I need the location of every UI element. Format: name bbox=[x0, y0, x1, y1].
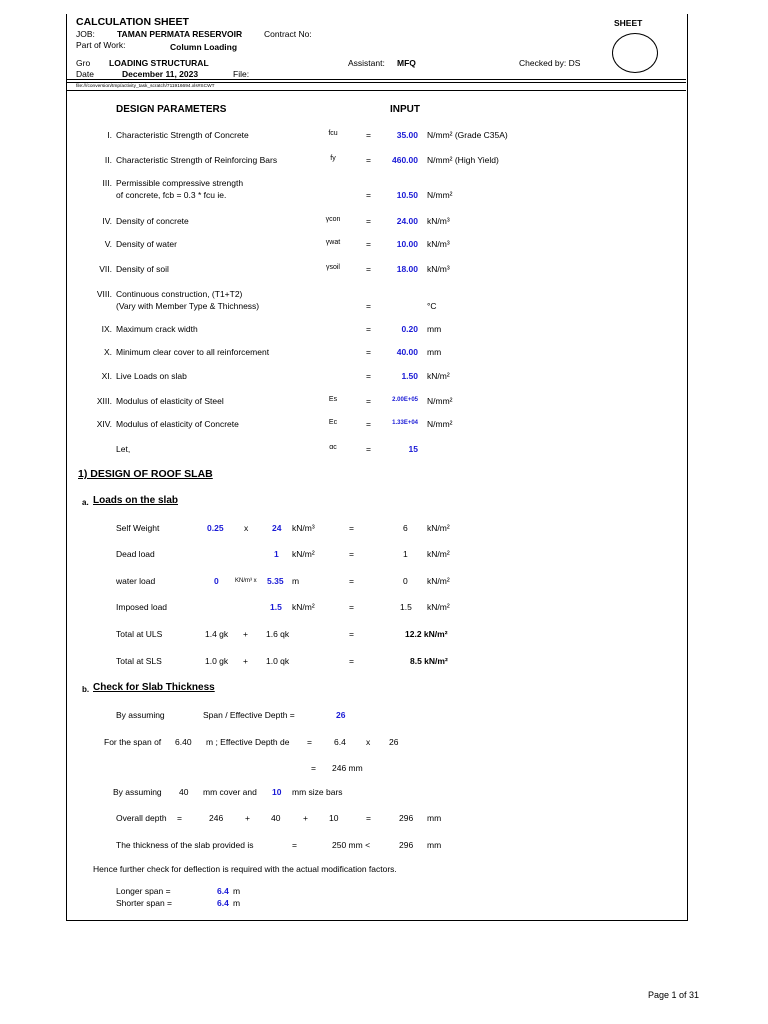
file-path: file:///conversion/tmp/activity_task_scratch/711916694.xls#SCWT bbox=[76, 84, 215, 89]
overall-depth-unit: mm bbox=[427, 813, 442, 823]
sls-live-factor: 1.0 qk bbox=[266, 656, 290, 666]
provided-thickness-label: The thickness of the slab provided is bbox=[116, 840, 254, 850]
header-rule bbox=[66, 79, 686, 80]
param-number: XI. bbox=[101, 371, 112, 381]
self-weight-result-unit: kN/m² bbox=[427, 523, 450, 533]
param-description: Live Loads on slab bbox=[116, 371, 187, 381]
group-label: Gro bbox=[76, 58, 91, 68]
param-symbol: γcon bbox=[325, 216, 341, 223]
param-equals: = bbox=[366, 324, 371, 334]
overall-depth-eq-2: = bbox=[366, 813, 371, 823]
overall-depth-plus-2: + bbox=[303, 813, 308, 823]
self-weight-eq: = bbox=[349, 523, 354, 533]
param-input-value: 10.50 bbox=[396, 190, 418, 200]
param-equals: = bbox=[366, 130, 371, 140]
longer-span-value: 6.4 bbox=[217, 886, 229, 896]
uls-label: Total at ULS bbox=[116, 629, 163, 639]
page-number: Page 1 of 31 bbox=[648, 990, 700, 1000]
param-description: Density of concrete bbox=[116, 216, 189, 226]
param-description: Let, bbox=[116, 444, 131, 454]
param-symbol: γwat bbox=[325, 239, 341, 246]
param-input-value: 2.00E+05 bbox=[392, 397, 418, 403]
self-weight-label: Self Weight bbox=[116, 523, 160, 533]
longer-span-unit: m bbox=[233, 886, 241, 896]
span-ratio-value: 26 bbox=[336, 710, 346, 720]
param-unit: N/mm² bbox=[427, 419, 453, 429]
param-number: VIII. bbox=[96, 289, 112, 299]
param-unit: N/mm² (Grade C35A) bbox=[427, 130, 508, 140]
span-eq: = bbox=[307, 737, 312, 747]
dead-load-result: 1 bbox=[403, 549, 408, 559]
path-rule bbox=[66, 90, 686, 91]
dead-load-unit: kN/m² bbox=[292, 549, 315, 559]
water-load-value: 0 bbox=[214, 576, 219, 586]
water-load-unit: KN/m³ x bbox=[235, 578, 257, 584]
uls-live-factor: 1.6 qk bbox=[266, 629, 290, 639]
section-b-title: Check for Slab Thickness bbox=[93, 682, 215, 693]
param-description: Modulus of elasticity of Steel bbox=[116, 396, 224, 406]
param-equals: = bbox=[366, 419, 371, 429]
param-number: III. bbox=[102, 178, 112, 188]
sls-dead-factor: 1.0 gk bbox=[205, 656, 229, 666]
part-label: Part of Work: bbox=[76, 40, 126, 50]
bar-size-text: mm size bars bbox=[292, 787, 343, 797]
param-number: I. bbox=[107, 130, 112, 140]
param-unit: kN/m² bbox=[427, 371, 450, 381]
water-load-eq: = bbox=[349, 576, 354, 586]
param-symbol: fy bbox=[330, 155, 336, 162]
param-input-value: 0.20 bbox=[401, 324, 418, 334]
overall-depth-plus-1: + bbox=[245, 813, 250, 823]
cover-value: 40 bbox=[179, 787, 189, 797]
param-input-value: 1.33E+04 bbox=[392, 420, 418, 426]
param-number: II. bbox=[104, 155, 112, 165]
param-description-line-2: of concrete, fcb = 0.3 * fcu ie. bbox=[116, 190, 227, 200]
span-ratio-text: Span / Effective Depth = bbox=[203, 710, 295, 720]
sheet-label: SHEET bbox=[614, 18, 643, 28]
param-number: IV. bbox=[102, 216, 112, 226]
param-equals: = bbox=[366, 396, 371, 406]
job-value: TAMAN PERMATA RESERVOIR bbox=[117, 29, 243, 39]
imposed-load-result: 1.5 bbox=[400, 602, 412, 612]
uls-result: 12.2 kN/m² bbox=[405, 629, 448, 639]
param-symbol: Es bbox=[328, 396, 338, 403]
param-equals: = bbox=[366, 264, 371, 274]
span-times: x bbox=[366, 737, 371, 747]
param-unit: mm bbox=[427, 347, 442, 357]
overall-depth-c: 10 bbox=[329, 813, 339, 823]
param-unit: mm bbox=[427, 324, 442, 334]
cover-text: mm cover and bbox=[203, 787, 257, 797]
required-thickness-unit: mm bbox=[427, 840, 442, 850]
param-description: Modulus of elasticity of Concrete bbox=[116, 419, 239, 429]
water-load-result-unit: kN/m² bbox=[427, 576, 450, 586]
param-unit: N/mm² (High Yield) bbox=[427, 155, 499, 165]
param-unit: °C bbox=[427, 301, 437, 311]
sls-result: 8.5 kN/m² bbox=[410, 656, 448, 666]
shorter-span-unit: m bbox=[233, 898, 241, 908]
span-label: For the span of bbox=[104, 737, 162, 747]
param-description: Density of soil bbox=[116, 264, 169, 274]
section-b-marker: b. bbox=[82, 685, 90, 694]
param-input-value: 10.00 bbox=[396, 239, 418, 249]
param-equals: = bbox=[366, 216, 371, 226]
cover-label: By assuming bbox=[113, 787, 162, 797]
imposed-load-result-unit: kN/m² bbox=[427, 602, 450, 612]
param-description: Permissible compressive strength bbox=[116, 178, 244, 188]
param-input-value: 15 bbox=[408, 444, 418, 454]
section-1-heading: 1) DESIGN OF ROOF SLAB bbox=[78, 468, 213, 480]
param-equals: = bbox=[366, 371, 371, 381]
param-unit: N/mm² bbox=[427, 396, 453, 406]
self-weight-thickness: 0.25 bbox=[207, 523, 224, 533]
sls-label: Total at SLS bbox=[116, 656, 162, 666]
param-description: Characteristic Strength of Reinforcing Bars bbox=[116, 155, 278, 165]
imposed-load-unit: kN/m² bbox=[292, 602, 315, 612]
param-input-value: 460.00 bbox=[392, 155, 418, 165]
group-value: LOADING STRUCTURAL bbox=[109, 58, 209, 68]
dead-load-result-unit: kN/m² bbox=[427, 549, 450, 559]
self-weight-times: x bbox=[244, 523, 249, 533]
date-label: Date bbox=[76, 69, 94, 79]
param-description: Characteristic Strength of Concrete bbox=[116, 130, 249, 140]
param-unit: N/mm² bbox=[427, 190, 453, 200]
effective-depth-eq: = bbox=[311, 763, 316, 773]
water-load-label: water load bbox=[116, 576, 156, 586]
span-a: 6.4 bbox=[334, 737, 346, 747]
param-number: VII. bbox=[99, 264, 112, 274]
section-a-marker: a. bbox=[82, 498, 89, 507]
water-load-m: m bbox=[292, 576, 300, 586]
self-weight-density: 24 bbox=[272, 523, 282, 533]
part-value: Column Loading bbox=[170, 42, 238, 52]
param-equals: = bbox=[366, 444, 371, 454]
dead-load-eq: = bbox=[349, 549, 354, 559]
bar-size-value: 10 bbox=[272, 787, 282, 797]
sheet-title: CALCULATION SHEET bbox=[76, 16, 189, 28]
required-thickness-value: 296 bbox=[399, 840, 414, 850]
param-symbol: γsoil bbox=[325, 264, 340, 271]
span-b: 26 bbox=[389, 737, 399, 747]
param-description: Maximum crack width bbox=[116, 324, 198, 334]
param-equals: = bbox=[366, 155, 371, 165]
param-description: Density of water bbox=[116, 239, 177, 249]
sls-plus: + bbox=[243, 656, 248, 666]
checked-label: Checked by: DS bbox=[519, 58, 581, 68]
param-description-line-2: (Vary with Member Type & Thichness) bbox=[116, 301, 260, 311]
param-input-value: 35.00 bbox=[396, 130, 418, 140]
param-number: XIV. bbox=[96, 419, 112, 429]
provided-thickness-value: 250 mm < bbox=[332, 840, 371, 850]
param-number: V. bbox=[104, 239, 112, 249]
param-number: XIII. bbox=[96, 396, 112, 406]
span-value: 6.40 bbox=[175, 737, 192, 747]
param-input-value: 24.00 bbox=[396, 216, 418, 226]
dead-load-label: Dead load bbox=[116, 549, 155, 559]
date-value: December 11, 2023 bbox=[122, 69, 199, 79]
span-ratio-label: By assuming bbox=[116, 710, 165, 720]
param-unit: kN/m³ bbox=[427, 239, 450, 249]
job-label: JOB: bbox=[76, 29, 95, 39]
param-symbol: Ec bbox=[328, 419, 338, 426]
section-a-title: Loads on the slab bbox=[93, 495, 179, 506]
param-equals: = bbox=[366, 190, 371, 200]
design-parameters-heading: DESIGN PARAMETERS bbox=[116, 104, 227, 115]
param-description: Minimum clear cover to all reinforcement bbox=[116, 347, 270, 357]
dead-load-value: 1 bbox=[274, 549, 279, 559]
param-number: IX. bbox=[101, 324, 112, 334]
header-rule-2 bbox=[66, 82, 686, 83]
imposed-load-value: 1.5 bbox=[270, 602, 282, 612]
imposed-load-eq: = bbox=[349, 602, 354, 612]
deflection-note: Hence further check for deflection is required with the actual modification factors. bbox=[93, 864, 397, 874]
param-unit: kN/m³ bbox=[427, 216, 450, 226]
water-load-result: 0 bbox=[403, 576, 408, 586]
input-heading: INPUT bbox=[390, 104, 420, 115]
longer-span-label: Longer span = bbox=[116, 886, 171, 896]
shorter-span-value: 6.4 bbox=[217, 898, 229, 908]
param-input-value: 1.50 bbox=[401, 371, 418, 381]
param-input-value: 18.00 bbox=[396, 264, 418, 274]
param-equals: = bbox=[366, 347, 371, 357]
provided-thickness-eq: = bbox=[292, 840, 297, 850]
uls-plus: + bbox=[243, 629, 248, 639]
param-symbol: αc bbox=[329, 444, 337, 451]
overall-depth-result: 296 bbox=[399, 813, 414, 823]
assistant-label: Assistant: bbox=[348, 58, 385, 68]
param-symbol: fcu bbox=[328, 130, 338, 137]
water-load-depth: 5.35 bbox=[267, 576, 284, 586]
param-unit: kN/m³ bbox=[427, 264, 450, 274]
param-number: X. bbox=[103, 347, 112, 357]
overall-depth-label: Overall depth bbox=[116, 813, 167, 823]
self-weight-result: 6 bbox=[403, 523, 408, 533]
self-weight-unit: kN/m³ bbox=[292, 523, 315, 533]
param-equals: = bbox=[366, 301, 371, 311]
overall-depth-a: 246 bbox=[209, 813, 224, 823]
imposed-load-label: Imposed load bbox=[116, 602, 168, 612]
uls-eq: = bbox=[349, 629, 354, 639]
param-input-value: 40.00 bbox=[396, 347, 418, 357]
span-text: m ; Effective Depth de bbox=[206, 737, 290, 747]
effective-depth-result: 246 mm bbox=[332, 763, 363, 773]
shorter-span-label: Shorter span = bbox=[116, 898, 172, 908]
overall-depth-eq: = bbox=[177, 813, 182, 823]
overall-depth-b: 40 bbox=[271, 813, 281, 823]
uls-dead-factor: 1.4 gk bbox=[205, 629, 229, 639]
assistant-value: MFQ bbox=[397, 58, 416, 68]
param-description: Continuous construction, (T1+T2) bbox=[116, 289, 243, 299]
sheet-number-circle bbox=[612, 33, 658, 73]
sls-eq: = bbox=[349, 656, 354, 666]
contract-label: Contract No: bbox=[264, 29, 312, 39]
file-label: File: bbox=[233, 69, 250, 79]
param-equals: = bbox=[366, 239, 371, 249]
